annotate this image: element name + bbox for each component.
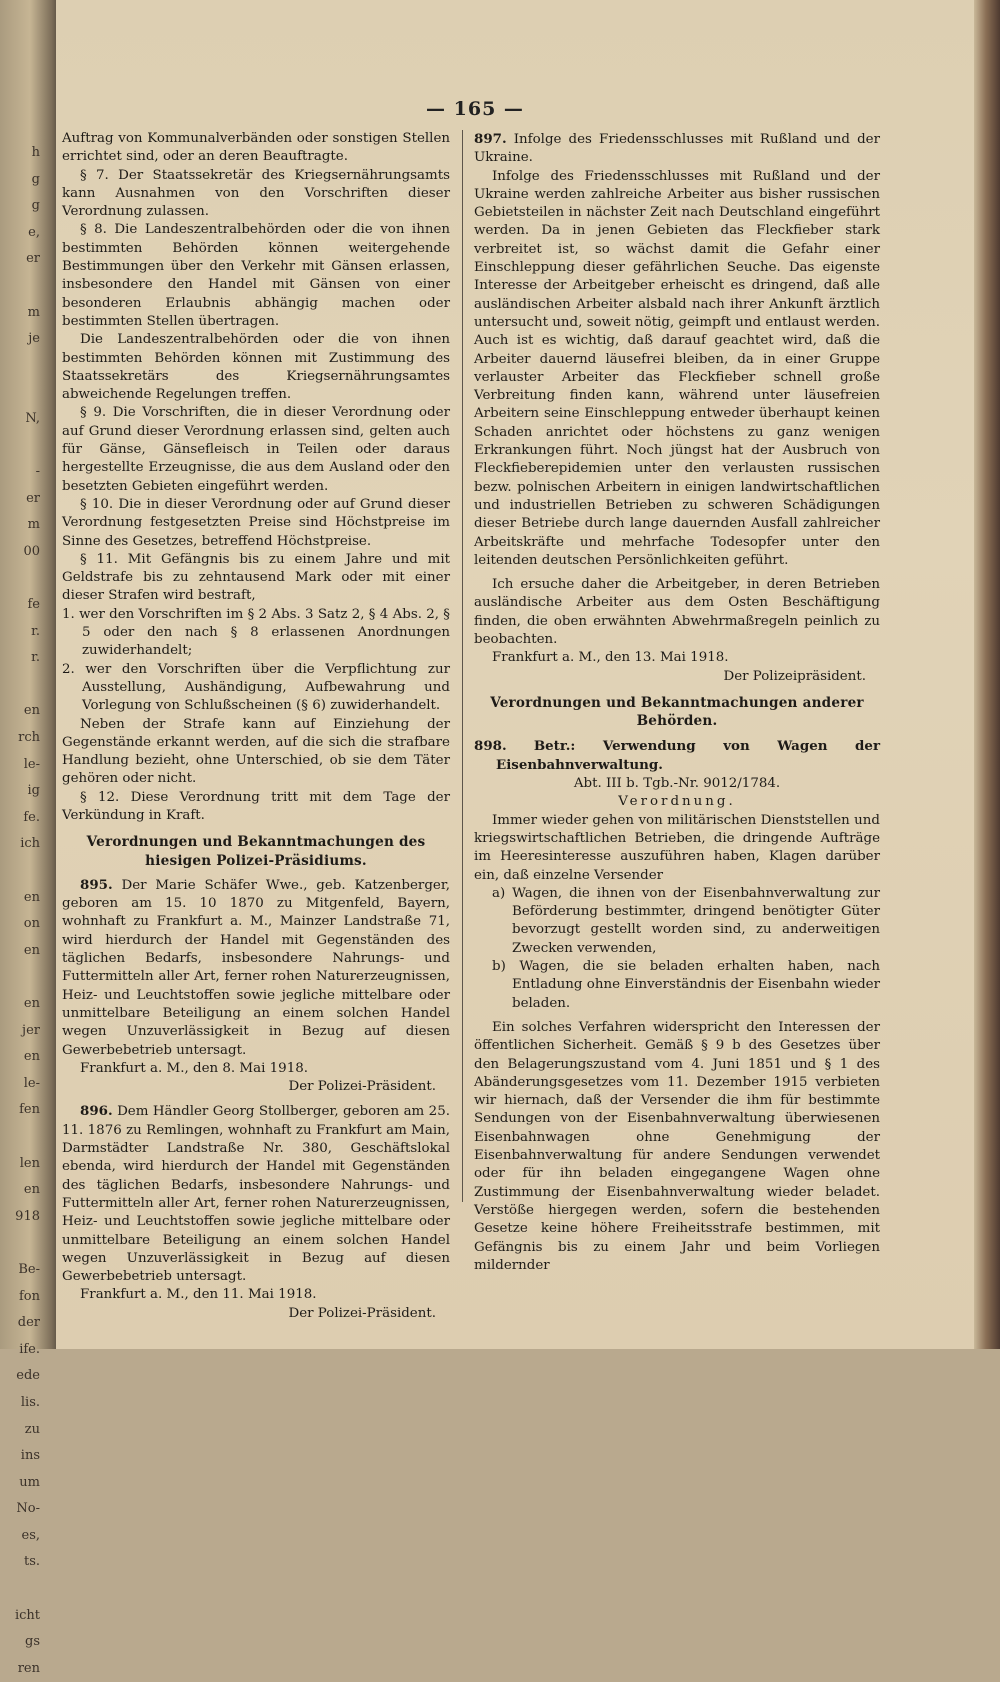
previous-page-margin [0, 140, 40, 1682]
reference-number: Abt. III b. Tgb.-Nr. 9012/1784. [573, 776, 781, 792]
margin-fragment: le- [23, 1075, 40, 1091]
margin-fragment: ich [20, 836, 40, 852]
margin-fragment: en [23, 996, 40, 1011]
paragraph: Die Landeszentralbehörden oder die von ihnen bestimmten Behörden können mit Zustimmung des Staatssekretärs des Kriegsernährungsamtes abweichende Regelungen treffen. [62, 332, 450, 403]
notice-895 [62, 876, 450, 1060]
notice-number: 895. [80, 876, 113, 893]
margin-fragment: r. [31, 650, 40, 666]
book-cover-edge [974, 0, 1000, 1349]
margin-fragment [0, 353, 40, 380]
margin-fragment: on [23, 916, 40, 932]
section-11: § 11. Mit Gefängnis bis zu einem Jahre und mit Geldstrafe bis zu zehntausend Mark oder mit einer dieser Strafen wird bestraft, [62, 551, 450, 604]
margin-fragment: ins [20, 1448, 40, 1464]
margin-fragment: en [23, 889, 40, 905]
margin-fragment: er [26, 251, 40, 267]
notice-title: Infolge des Friedensschlusses mit Rußland und der Ukraine. [474, 132, 880, 166]
margin-fragment: 00 [23, 543, 40, 559]
list-item: a) Wagen, die ihnen von der Eisenbahnverwaltung zur Beförderung bestimmter, dringend benötigter Güter bevorzugt gestellt worden sind, zu anderweitigen Zwecken verwenden, [492, 885, 880, 956]
margin-fragment: en [23, 1049, 40, 1065]
margin-fragment: es, [21, 1527, 40, 1543]
verordnung-title: Verordnung. [618, 794, 736, 810]
margin-fragment: r. [31, 623, 40, 639]
margin-fragment: der [17, 1315, 40, 1331]
right-column [474, 130, 880, 1275]
margin-fragment: lis. [20, 1394, 40, 1410]
margin-fragment: No- [16, 1501, 40, 1517]
margin-fragment: ren [17, 1660, 40, 1676]
notice-date: Frankfurt a. M., den 11. Mai 1918. [80, 1287, 317, 1303]
margin-fragment [0, 379, 40, 406]
margin-fragment: um [19, 1474, 40, 1490]
margin-fragment: en [23, 942, 40, 958]
notice-number: 897. [474, 131, 507, 147]
list-item: b) Wagen, die sie beladen erhalten haben, nach Entladung ohne Einverständnis der Eisenbahn wieder beladen. [492, 959, 880, 1011]
page-number: — 165 — [426, 98, 524, 120]
paragraph: Immer wieder gehen von militärischen Dienststellen und kriegswirtschaftlichen Betrieben, die dringende Aufträge im Heeresinteresse auszuführen haben, Klagen darüber ein, daß einzelne Versender [474, 812, 880, 883]
margin-fragment [0, 566, 40, 593]
notice-date: Frankfurt a. M., den 8. Mai 1918. [80, 1060, 308, 1076]
notice-897-text: Infolge des Friedensschlusses mit Rußland und der Ukraine werden zahlreiche Arbeiter aus bisher russischen Gebietsteilen in nächster Zeit nach Deutschland eingeführt werden. Da in jenen Gebieten das Fleckfieber stark verbreitet ist, so wächst damit die Gefahr einer Einschleppung dieser gefährlichen Seuche. Das eigenste Interesse der Arbeitgeber erheischt es dringend, daß alle ausländischen Arbeiter alsbald nach ihrer Ankunft ärztlich untersucht und, soweit nötig, geimpft und entlaust werden. Auch ist es wichtig, daß darauf geachtet wird, daß die Arbeiter dauernd läusefrei bleiben, da in einer Gruppe verlauster Arbeiter das Fleckfieber schnell große Verbreitung finden kann, während unter läusefreien Arbeitern seine Einschleppung entweder überhaupt keinen Schaden anrichtet oder höchstens zu ganz wenigen Erkrankungen führt. Noch jüngst hat der Ausbruch von Fleckfieberepidemien unter den verlausten russischen bezw. polnischen Arbeitern in einigen landwirtschaftlichen und industriellen Betrieben zu schweren Schädigungen dieser Betriebe durch lange dauernden Ausfall zahlreicher Arbeitskräfte und mehrfache Todesopfer unter den leitenden deutschen Persönlichkeiten geführt. [474, 168, 880, 568]
margin-fragment [0, 1576, 40, 1603]
margin-fragment: jer [22, 1022, 40, 1038]
margin-fragment: gs [25, 1634, 40, 1650]
notice-title: Betr.: Verwendung von Wagen der Eisenbahnverwaltung. [496, 737, 880, 773]
margin-fragment: ig [27, 783, 40, 799]
margin-fragment [0, 273, 40, 300]
margin-fragment: len [19, 1155, 40, 1171]
notice-signature: Der Polizei-Präsident. [288, 1079, 436, 1095]
left-column [62, 130, 450, 1323]
margin-fragment: Be- [18, 1261, 40, 1277]
margin-fragment [0, 964, 40, 991]
margin-fragment: fon [18, 1288, 40, 1304]
paragraph: Neben der Strafe kann auf Einziehung der Gegenstände erkannt werden, auf die sich die strafbare Handlung bezieht, ohne Unterschied, ob sie dem Täter gehören oder nicht. [62, 716, 450, 787]
margin-fragment: g [31, 171, 40, 187]
list-item: 2. wer den Vorschriften über die Verpflichtung zur Ausstellung, Aushändigung, Aufbewahrung und Vorlegung von Schlußscheinen (§ 6) zuwiderhandelt. [62, 661, 450, 714]
notice-text: Dem Händler Georg Stollberger, geboren am 25. 11. 1876 zu Remlingen, wohnhaft zu Frankfurt am Main, Darmstädter Landstraße Nr. 380, Geschäftslokal ebenda, wird hierdurch der Handel mit Gegenständen des täglichen Bedarfs, insbesondere Nahrungs- und Futtermitteln aller Art, ferner rohen Naturerzeugnissen, Heiz- und Leuchtstoffen sowie jegliche mittelbare oder unmittelbare Beteiligung an einem solchen Handel wegen Unzuverlässigkeit in Bezug auf diesen Gewerbebetrieb untersagt. [62, 1104, 450, 1285]
notice-signature: Der Polizei-Präsident. [288, 1305, 436, 1321]
margin-fragment [0, 672, 40, 699]
margin-fragment: N, [25, 410, 40, 426]
margin-fragment: ede [16, 1368, 40, 1384]
margin-fragment [0, 1230, 40, 1257]
notice-898-title [474, 737, 880, 776]
margin-fragment: er [26, 490, 40, 506]
list-item: 1. wer den Vorschriften im § 2 Abs. 3 Satz 2, § 4 Abs. 2, § 5 oder den nach § 8 erlassenen Anordnungen zuwiderhandelt; [62, 606, 450, 659]
column-divider [462, 130, 463, 1202]
margin-fragment: ts. [23, 1554, 40, 1570]
margin-fragment [0, 858, 40, 885]
margin-fragment: je [28, 331, 40, 347]
paragraph: Ich ersuche daher die Arbeitgeber, in deren Betrieben ausländische Arbeiter aus dem Osten Beschäftigung finden, die oben erwähnten Abwehrmaßregeln peinlich zu beobachten. [474, 577, 880, 648]
margin-fragment: - [35, 464, 40, 480]
notice-text: Der Marie Schäfer Wwe., geb. Katzenberger, geboren am 15. 10 1870 zu Mitgenfeld, Bayern, wohnhaft zu Frankfurt a. M., Mainzer Landstraße 71, wird hierdurch der Handel mit Gegenständen des täglichen Bedarfs, insbesondere Nahrungs- und Futtermitteln aller Art, ferner rohen Naturerzeugnissen, Heiz- und Leuchtstoffen sowie jegliche mittelbare oder unmittelbare Beteiligung an einem solchen Handel wegen Unzuverlässigkeit in Bezug auf diesen Gewerbebetrieb untersagt. [62, 877, 451, 1058]
margin-fragment: e, [28, 224, 40, 240]
section-7: § 7. Der Staatssekretär des Kriegsernährungsamts kann Ausnahmen von den Vorschriften dieser Verordnung zulassen. [62, 167, 450, 220]
notice-897-title [474, 130, 880, 168]
margin-fragment: zu [24, 1421, 40, 1437]
margin-fragment: fe [27, 597, 40, 613]
margin-fragment [0, 1124, 40, 1151]
margin-fragment: m [27, 304, 40, 320]
notice-number: 896. [80, 1103, 113, 1120]
margin-fragment: fe. [23, 809, 40, 825]
margin-fragment [0, 433, 40, 460]
margin-fragment: fen [19, 1102, 40, 1118]
notice-date: Frankfurt a. M., den 13. Mai 1918. [492, 650, 729, 666]
margin-fragment: g [31, 198, 40, 214]
section-9: § 9. Die Vorschriften, die in dieser Verordnung oder auf Grund dieser Verordnung erlassen sind, gelten auch für Gänse, Gänsefleisch in Teilen oder daraus hergestellte Erzeugnisse, die aus dem Ausland oder den besetzten Gebieten eingeführt werden. [62, 405, 450, 494]
margin-fragment: icht [14, 1607, 40, 1623]
margin-fragment: h [31, 145, 40, 160]
notice-number: 898. [474, 737, 507, 754]
notice-896 [62, 1102, 450, 1286]
paragraph: Auftrag von Kommunalverbänden oder sonstigen Stellen errichtet sind, oder an deren Beauftragte. [62, 131, 450, 165]
book-gutter [0, 0, 58, 1676]
margin-fragment: ife. [19, 1341, 40, 1357]
section-heading: Verordnungen und Bekanntmachungen des hiesigen Polizei-Präsidiums. [86, 834, 426, 869]
section-12: § 12. Diese Verordnung tritt mit dem Tage der Verkündung in Kraft. [62, 789, 450, 823]
margin-fragment: rch [18, 730, 40, 746]
section-10: § 10. Die in dieser Verordnung oder auf Grund dieser Verordnung festgesetzten Preise sind Höchstpreise im Sinne des Gesetzes, betreffend Höchstpreise. [62, 496, 450, 549]
paragraph: Ein solches Verfahren widerspricht den Interessen der öffentlichen Sicherheit. Gemäß § 9 b des Gesetzes über den Belagerungszustand vom 4. Juni 1851 und § 1 des Abänderungsgesetzes vom 11. Dezember 1915 verbieten wir hiernach, daß der Versender die ihm für bestimmte Sendungen von der Eisenbahnverwaltung überwiesenen Eisenbahnwagen ohne Genehmigung der Eisenbahnverwaltung für andere Sendungen verwendet oder für ihn beladen eingegangene Wagen ohne Zustimmung der Eisenbahnverwaltung wieder beladet. Verstöße hiergegen werden, sofern die bestehenden Gesetze keine höhere Freiheitsstrafe bestimmen, mit Gefängnis bis zu einem Jahr und beim Vorliegen mildernder [474, 1019, 880, 1273]
notice-signature: Der Polizeipräsident. [723, 668, 866, 684]
margin-fragment: le- [23, 756, 40, 772]
margin-fragment: m [27, 517, 40, 533]
margin-fragment: en [23, 703, 40, 719]
section-heading: Verordnungen und Bekanntmachungen anderer Behörden. [490, 694, 864, 730]
margin-fragment: en [23, 1182, 40, 1198]
margin-fragment: 918 [15, 1208, 40, 1224]
section-8: § 8. Die Landeszentralbehörden oder die von ihnen bestimmten Behörden können weitergehende Bestimmungen über den Verkehr mit Gänsen erlassen, insbesondere den Handel mit Gänsen von einer besonderen Erlaubnis abhängig machen oder bestimmten Stellen übertragen. [62, 222, 450, 329]
